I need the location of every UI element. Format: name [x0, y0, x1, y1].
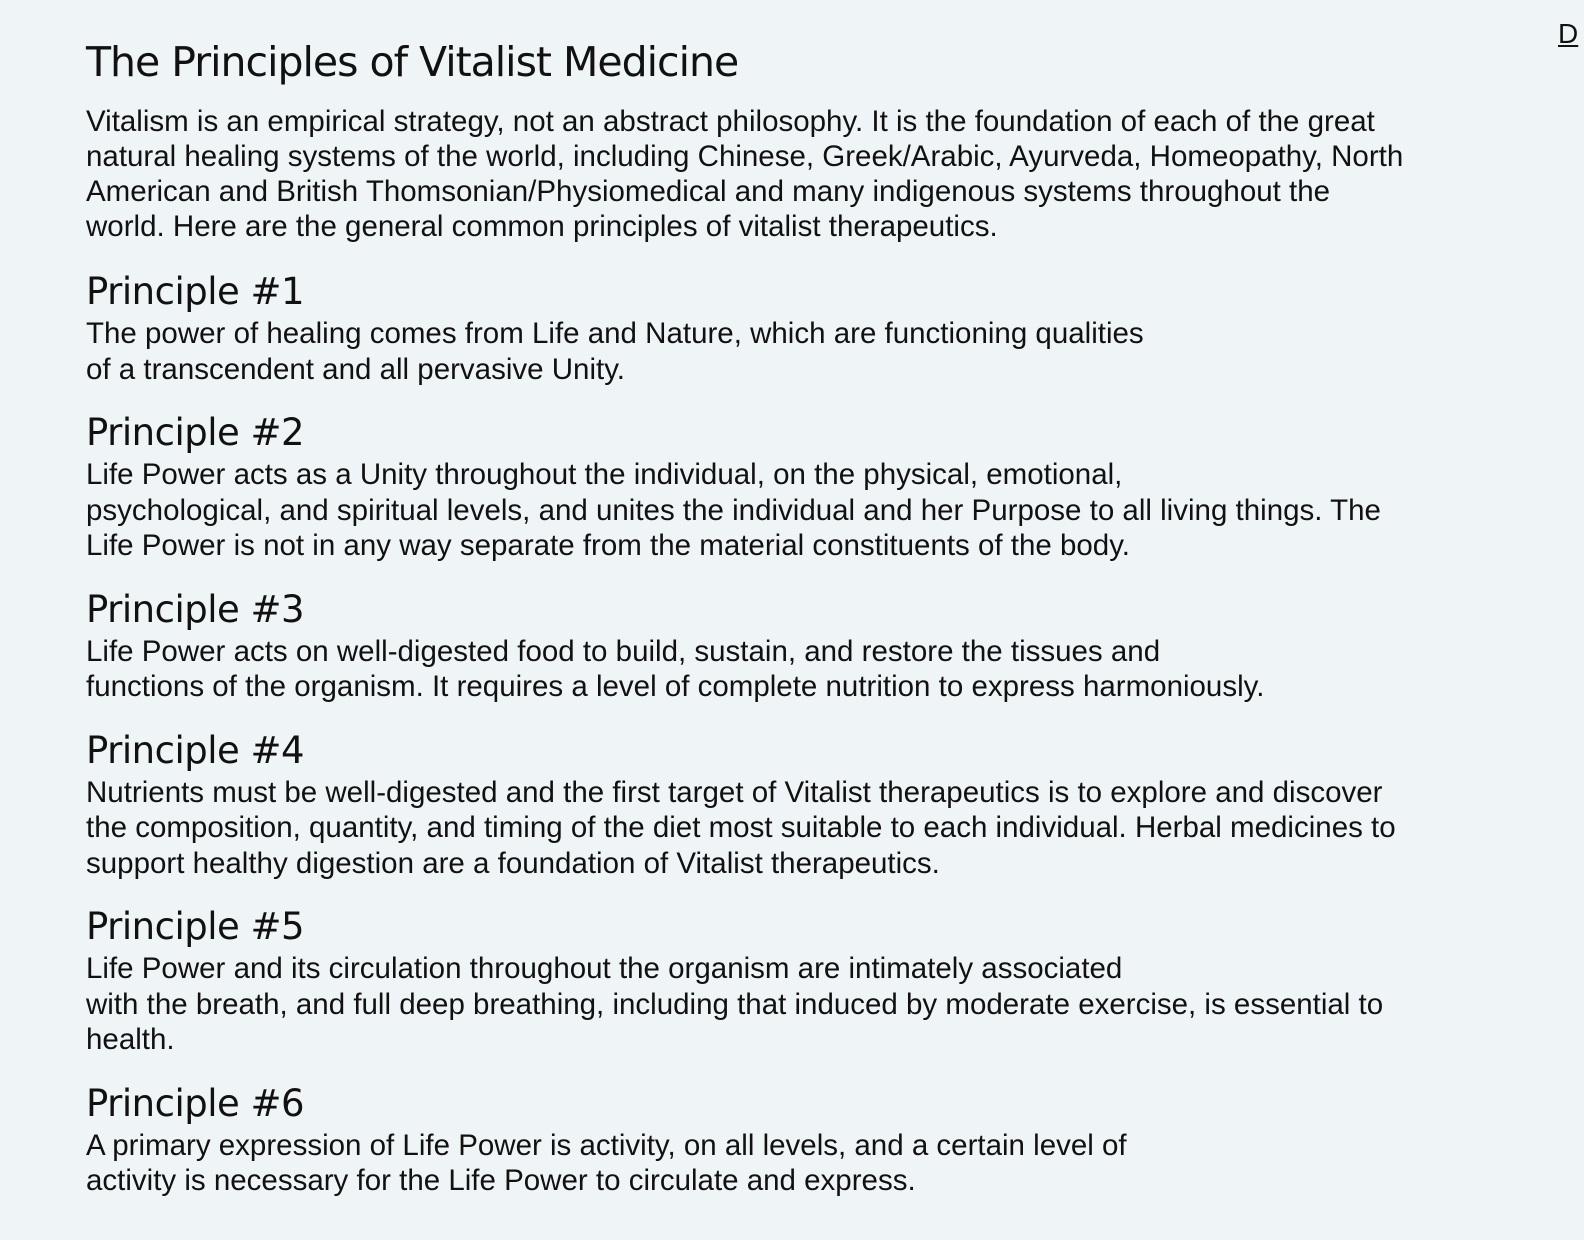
principle-5: [86, 903, 1516, 1058]
principle-6: [86, 1080, 1516, 1199]
principle-2-text: [86, 457, 1516, 564]
principle-line: the composition, quantity, and timing of the diet most suitable to each individual. Herbal medicines to: [86, 811, 1396, 844]
principle-line: Life Power acts on well-digested food to build, sustain, and restore the tissues and: [86, 634, 1161, 668]
principle-line: health.: [86, 1023, 175, 1056]
principle-3: [86, 586, 1516, 705]
principle-line: Life Power is not in any way separate from the material constituents of the body.: [86, 529, 1130, 562]
principle-line: Nutrients must be well-digested and the first target of Vitalist therapeutics is to explore and discover: [86, 775, 1383, 809]
principle-4: [86, 727, 1516, 882]
principle-4-text: [86, 775, 1516, 882]
principle-line: Life Power and its circulation throughout the organism are intimately associated: [86, 952, 1123, 985]
principle-line: A primary expression of Life Power is activity, on all levels, and a certain level of: [86, 1128, 1127, 1162]
principle-line: support healthy digestion are a foundation of Vitalist therapeutics.: [86, 846, 940, 880]
principle-4-heading: Principle #4: [86, 728, 305, 772]
intro-line: world. Here are the general common principles of vitalist therapeutics.: [86, 210, 998, 243]
corner-nav-link[interactable]: D: [1558, 18, 1579, 49]
principle-5-text: [86, 951, 1516, 1058]
intro-line: Vitalism is an empirical strategy, not an abstract philosophy. It is the foundation of each of the great: [86, 105, 1375, 138]
principle-line: Life Power acts as a Unity throughout the individual, on the physical, emotional,: [86, 458, 1123, 491]
principle-line: The power of healing comes from Life and Nature, which are functioning qualities: [86, 317, 1144, 350]
principle-5-heading: Principle #5: [86, 905, 305, 948]
principle-2: [86, 409, 1516, 564]
principle-line: of a transcendent and all pervasive Unity.: [86, 352, 625, 386]
principle-line: activity is necessary for the Life Power to circulate and express.: [86, 1164, 916, 1197]
intro-paragraph: [86, 104, 1516, 244]
intro-line: American and British Thomsonian/Physiomedical and many indigenous systems throughout the: [86, 175, 1331, 208]
principle-line: with the breath, and full deep breathing, including that induced by moderate exercise, is essential to: [86, 987, 1384, 1021]
principle-1-heading: Principle #1: [86, 270, 305, 313]
principle-line: psychological, and spiritual levels, and unites the individual and her Purpose to all living things. The: [86, 493, 1381, 527]
principle-6-text: [86, 1128, 1516, 1199]
principle-line: functions of the organism. It requires a level of complete nutrition to express harmoniously.: [86, 670, 1265, 703]
principle-2-heading: Principle #2: [86, 411, 305, 454]
article: [86, 34, 1516, 1221]
principle-6-heading: Principle #6: [86, 1081, 305, 1125]
intro-line: natural healing systems of the world, including Chinese, Greek/Arabic, Ayurveda, Homeopathy, North: [86, 140, 1404, 173]
principle-1-text: [86, 316, 1516, 387]
principle-3-text: [86, 634, 1516, 705]
page-title: The Principles of Vitalist Medicine: [86, 38, 739, 86]
principle-1: [86, 268, 1516, 387]
principle-3-heading: Principle #3: [86, 587, 305, 631]
